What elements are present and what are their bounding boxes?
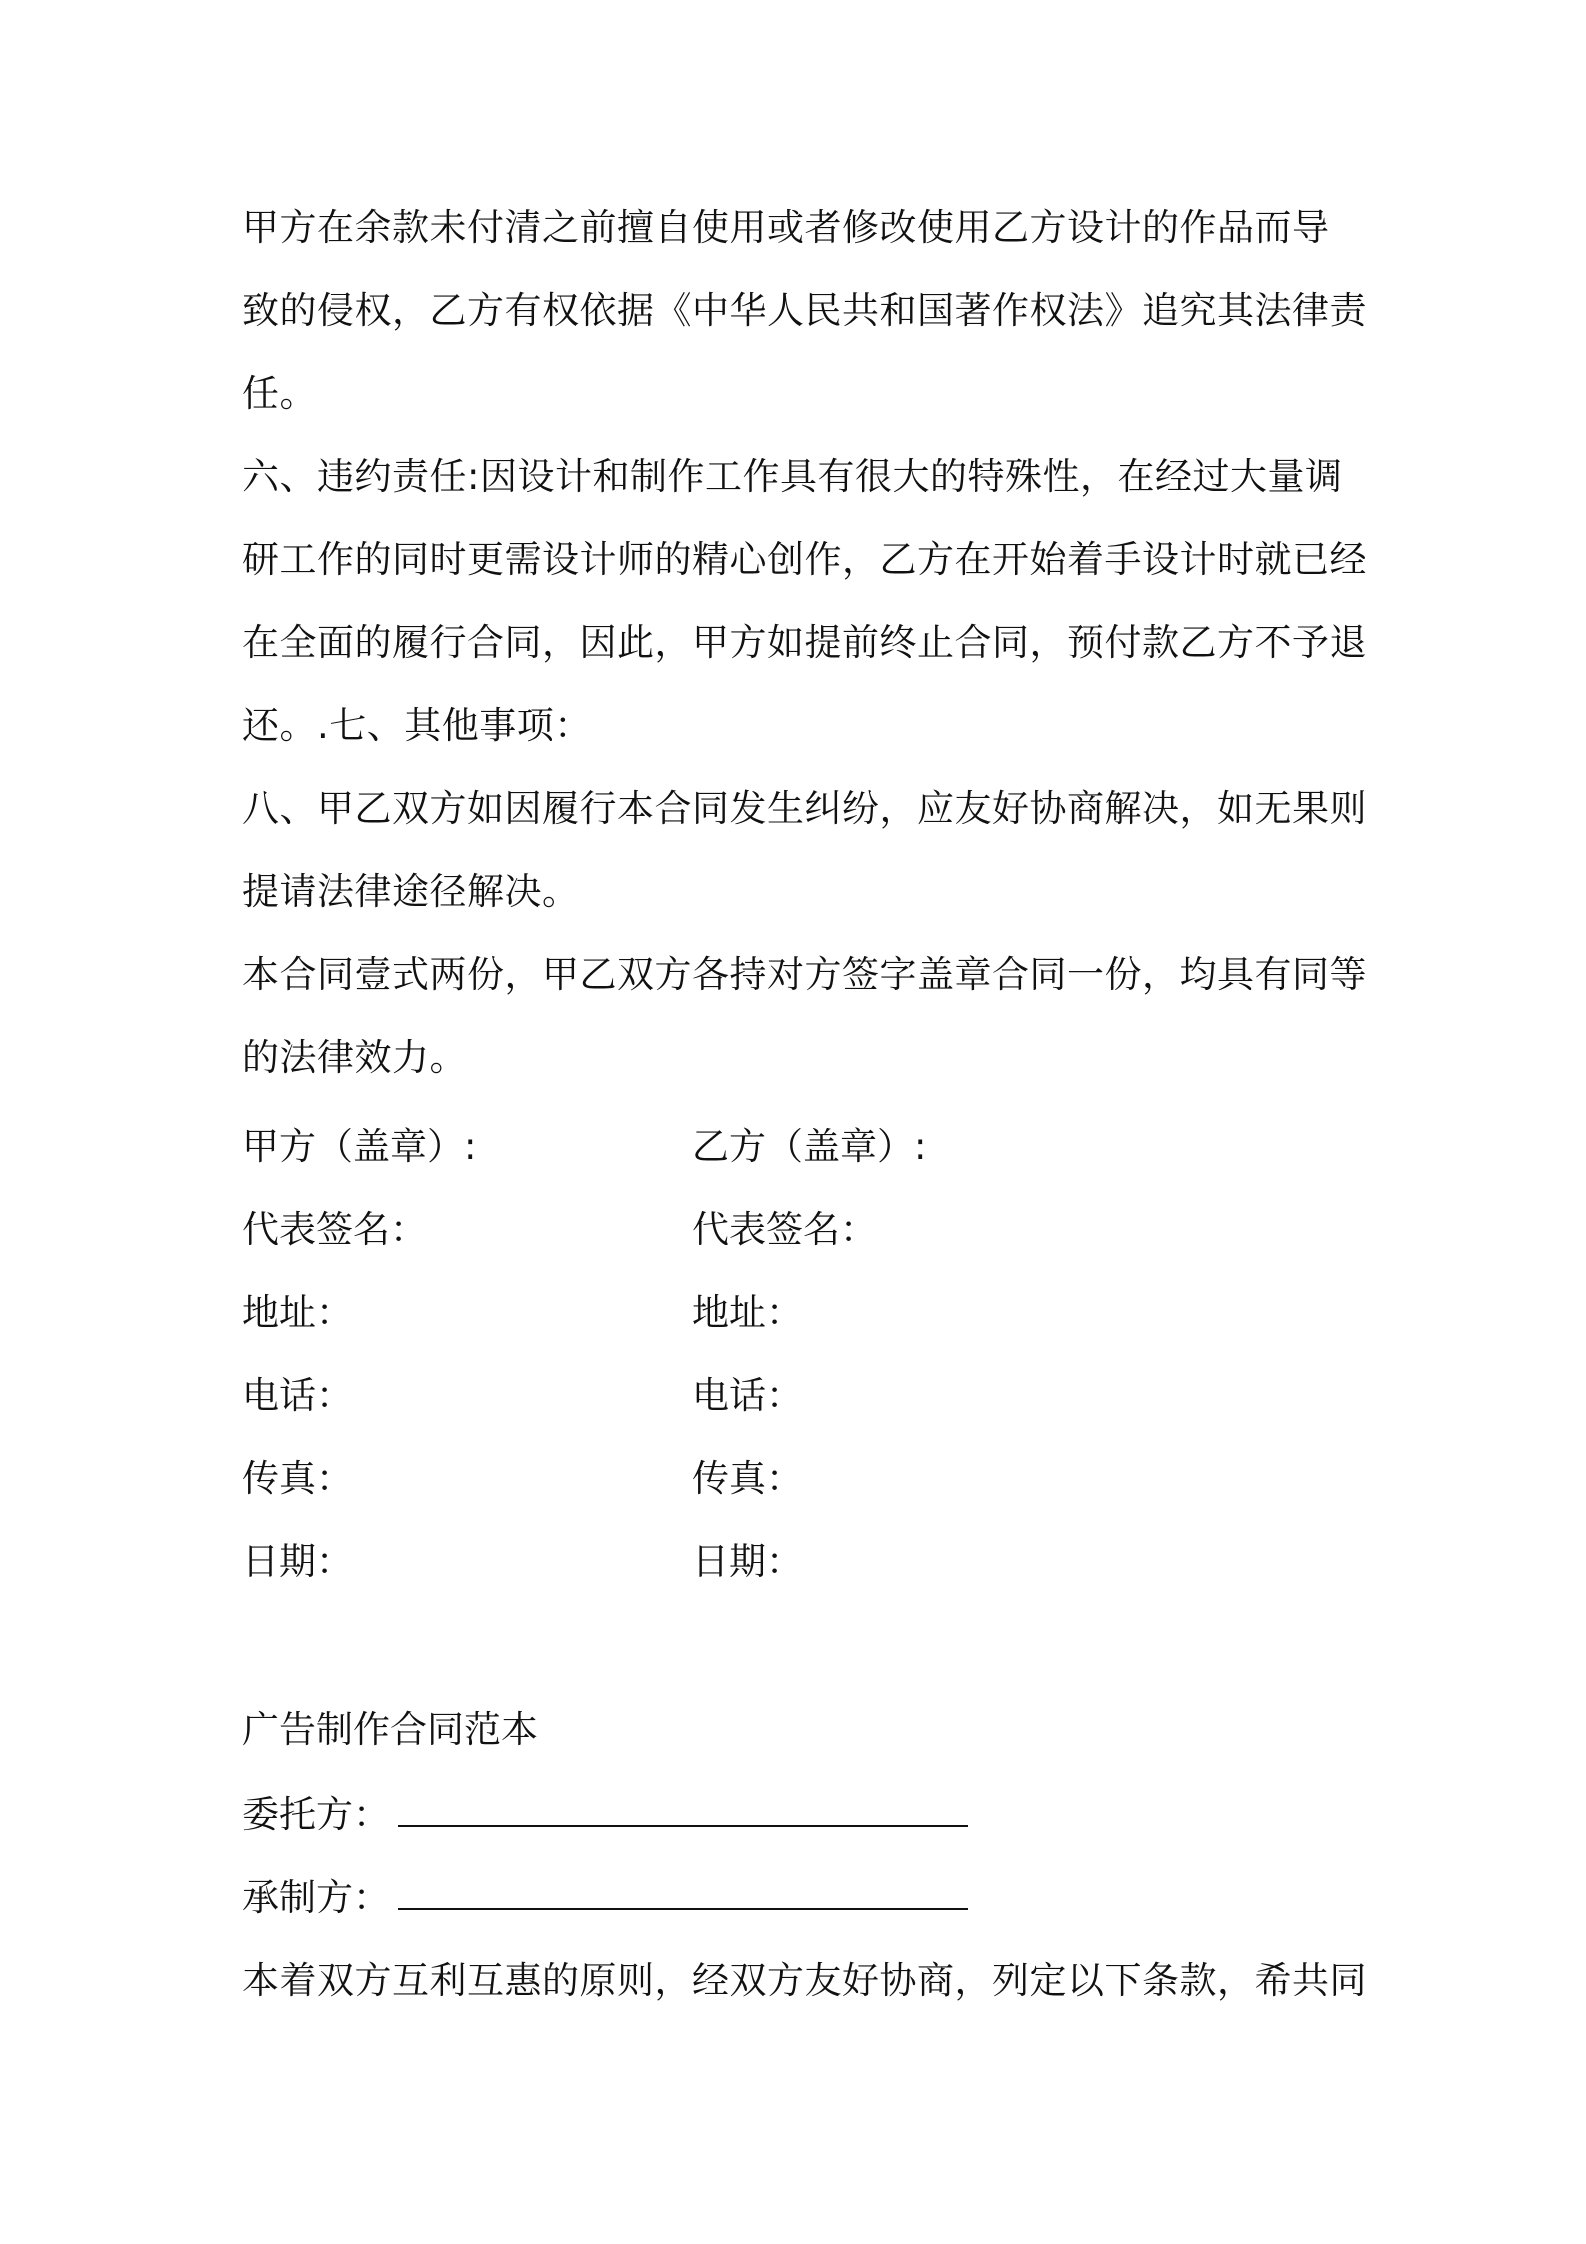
paragraph-line: 八、甲乙双方如因履行本合同发生纠纷，应友好协商解决，如无果则 — [242, 787, 1367, 830]
party-a-phone-label: 电话： — [242, 1374, 353, 1417]
paragraph-line: 还。.七、其他事项： — [242, 704, 592, 747]
paragraph-line: 甲方在余款未付清之前擅自使用或者修改使用乙方设计的作品而导 — [242, 206, 1330, 249]
party-b-fax-label: 传真： — [692, 1457, 803, 1500]
paragraph-line: 致的侵权，乙方有权依据《中华人民共和国著作权法》追究其法律责 — [242, 289, 1367, 332]
party-b-representative-label: 代表签名： — [692, 1208, 877, 1251]
party-a-address-label: 地址： — [242, 1291, 353, 1334]
paragraph-line: 提请法律途径解决。 — [242, 870, 580, 913]
client-label: 委托方： — [242, 1793, 390, 1836]
party-b-phone-label: 电话： — [692, 1374, 803, 1417]
party-a-fax-label: 传真： — [242, 1457, 353, 1500]
paragraph-line: 研工作的同时更需设计师的精心创作，乙方在开始着手设计时就已经 — [242, 538, 1367, 581]
party-b-seal-label: 乙方（盖章）: — [692, 1125, 927, 1168]
party-b-date-label: 日期： — [692, 1540, 803, 1583]
maker-blank-line — [398, 1878, 968, 1910]
intro-line: 本着双方互利互惠的原则，经双方友好协商，列定以下条款，希共同 — [242, 1959, 1367, 2002]
paragraph-line: 在全面的履行合同，因此，甲方如提前终止合同，预付款乙方不予退 — [242, 621, 1367, 664]
maker-field — [242, 1873, 968, 1923]
party-b-address-label: 地址： — [692, 1291, 803, 1334]
party-a-representative-label: 代表签名： — [242, 1208, 427, 1251]
paragraph-line: 六、违约责任:因设计和制作工作具有很大的特殊性，在经过大量调 — [242, 455, 1343, 498]
paragraph-line: 任。 — [242, 372, 317, 415]
paragraph-line: 的法律效力。 — [242, 1036, 467, 1079]
maker-label: 承制方： — [242, 1876, 390, 1919]
party-a-seal-label: 甲方（盖章）: — [242, 1125, 477, 1168]
client-field — [242, 1790, 968, 1840]
client-blank-line — [398, 1795, 968, 1827]
contract-title: 广告制作合同范本 — [242, 1708, 538, 1751]
paragraph-line: 本合同壹式两份，甲乙双方各持对方签字盖章合同一份，均具有同等 — [242, 953, 1367, 996]
party-a-date-label: 日期： — [242, 1540, 353, 1583]
